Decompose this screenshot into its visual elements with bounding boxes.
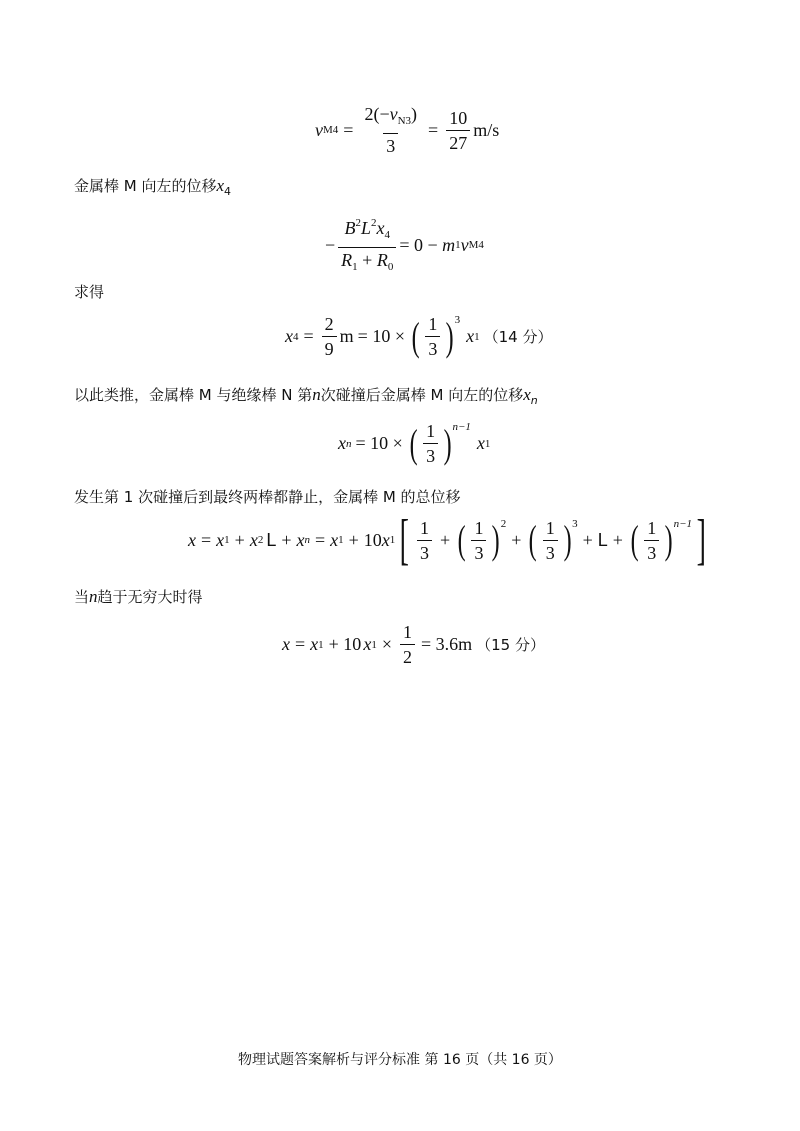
- eq5-x2sub: 2: [257, 534, 264, 546]
- eq5-x2: x: [249, 529, 258, 550]
- eq5-t3n: 1: [545, 517, 555, 538]
- eq1-res-den: 27: [446, 130, 470, 153]
- eq4-paren-fraction: [423, 421, 438, 466]
- eq1-num-var: v: [389, 104, 398, 124]
- eq5-x1-b: x: [330, 529, 339, 550]
- eq6-x1: x: [310, 634, 319, 654]
- eq6-x1b: x: [363, 634, 372, 654]
- eq2-Lexp: 2: [370, 217, 377, 229]
- eq5-plus-c: +: [348, 529, 359, 550]
- eq6-plus: + 10: [328, 634, 362, 654]
- eq4-pexp: n−1: [452, 421, 471, 433]
- eq5-eq-b: =: [314, 529, 326, 550]
- eq5-xnsub: n: [304, 534, 310, 546]
- equation-sum: x = x 1 + x 2 L + x n = x 1 + 10 x 1 [ $\frac{1}{3}$ + ( $\frac{1}{3}$ ) 2 + ( $\frac{1}{3}$ ) 3 + L + ( $\frac{1}{3}$ ) n−1 ]: [188, 509, 706, 571]
- eq5-dots-a: L: [266, 529, 277, 550]
- eq6-num: 1: [402, 622, 412, 642]
- text-n-infinity: [74, 586, 203, 607]
- eq5-plus-d: +: [439, 529, 451, 550]
- eq5-t2n: 1: [474, 517, 484, 538]
- eq6-res: = 3.6m: [420, 634, 473, 654]
- equation-momentum: [325, 213, 484, 277]
- text3-var: x: [523, 385, 531, 404]
- eq2-B: B: [344, 218, 356, 238]
- text-analogy: [74, 384, 538, 407]
- eq3-x: x: [285, 326, 293, 346]
- eq5-t1d: 3: [417, 540, 432, 563]
- eq3-pexp: 3: [454, 314, 461, 326]
- text1-label: 金属棒 M 向左的位移: [74, 177, 217, 195]
- text3-sub: n: [530, 394, 538, 407]
- eq4-x: x: [338, 433, 346, 453]
- eq3-pn: 1: [428, 314, 438, 334]
- eq3-pd: 3: [425, 336, 440, 359]
- text1-sub: 4: [224, 185, 232, 198]
- text5-label-b: 趋于无穷大时得: [97, 588, 203, 606]
- eq2-vsub: M4: [468, 239, 484, 251]
- eq5-coef: 10: [363, 529, 382, 550]
- eq5-x1sub-b: 1: [338, 534, 344, 546]
- text-total-displacement: 发生第 1 次碰撞后到最终两棒都静止，金属棒 M 的总位移: [74, 488, 461, 506]
- eq5-dots-b: L: [597, 529, 608, 550]
- eq4-x1: x: [476, 433, 485, 453]
- equation-x4: x 4 = $\frac{2}{9}$ m = 10 × ( $\frac{1}{3}$ ) 3 x 1 （14 分）: [285, 313, 553, 359]
- eq5-x1-c: x: [381, 529, 390, 550]
- eq5-plus-b: +: [281, 529, 292, 550]
- eq5-tne: n−1: [673, 517, 692, 530]
- eq5-t3e: 3: [572, 517, 578, 530]
- eq5-x1: x: [216, 529, 225, 550]
- eq1-fraction: $\frac{2(-v_{N3})}{3}$: [364, 104, 418, 156]
- eq5-eq: =: [201, 529, 212, 550]
- text3-label-b: 次碰撞后金属棒 M 向左的位移: [320, 386, 524, 404]
- eq5-t2e: 2: [500, 517, 507, 530]
- eq6-score: （15 分）: [476, 636, 545, 654]
- eq5-plus-a: +: [234, 529, 245, 550]
- text-displacement-x4: [74, 175, 231, 198]
- eq1-res-num: 10: [449, 107, 468, 128]
- eq6-x: x: [282, 634, 290, 654]
- eq3-unit: m: [339, 326, 354, 346]
- eq3-num: 2: [324, 314, 334, 334]
- eq3-paren-fraction: [425, 314, 440, 359]
- equation-xn: x n = 10 × ( $\frac{1}{3}$ ) n−1 x 1: [338, 420, 491, 466]
- eq2-rhs: = 0 −: [399, 234, 443, 255]
- eq5-plus-e: +: [511, 529, 522, 550]
- eq2-R0sub: 0: [387, 261, 394, 273]
- text3-n: n: [312, 385, 321, 404]
- eq2-xsub: 4: [384, 229, 390, 241]
- eq3-eq: =: [303, 326, 314, 346]
- text1-var: x: [216, 176, 225, 195]
- eq5-plus-g: +: [612, 529, 623, 550]
- eq1-lhs-var: v: [315, 119, 323, 140]
- eq2-R0: R: [376, 250, 388, 270]
- eq5-t2d: 3: [471, 540, 486, 563]
- eq3-score: （14 分）: [483, 328, 553, 346]
- eq3-xsub: 4: [293, 330, 299, 343]
- eq6-x1sub: 1: [318, 638, 324, 651]
- eq5-plus-f: +: [582, 529, 593, 550]
- eq2-R1sub: 1: [352, 261, 358, 273]
- eq5-t1n: 1: [419, 517, 429, 538]
- eq2-Bexp: 2: [355, 217, 361, 229]
- equation-v-m4: v M4 = $\frac{2(-v_{N3})}{3}$ = $\frac{10}{27}$ m/s: [315, 104, 500, 156]
- eq1-num-minus: −: [379, 104, 390, 124]
- eq5-term1: [417, 518, 432, 563]
- eq5-x1sub: 1: [224, 534, 230, 546]
- text3-label-a: 以此类推，金属棒 M 与绝缘棒 N 第: [74, 386, 313, 404]
- equation-final: [282, 622, 545, 667]
- eq5-tnn: 1: [647, 517, 657, 538]
- eq6-fraction: [400, 622, 415, 667]
- eq5-t3d: 3: [543, 540, 558, 563]
- eq3-x1sub: 1: [474, 330, 480, 343]
- eq5-x1sub-c: 1: [389, 534, 396, 546]
- eq5-term2: [471, 518, 486, 563]
- eq4-mid: = 10 ×: [355, 433, 403, 453]
- eq2-L: L: [360, 218, 371, 238]
- eq1-lhs-sub: M4: [323, 124, 339, 136]
- eq4-xsub: n: [346, 437, 352, 450]
- eq5-tnd: 3: [644, 540, 659, 563]
- eq4-pd: 3: [423, 443, 438, 466]
- eq5-term3: [543, 518, 558, 563]
- eq2-plus: +: [362, 250, 373, 270]
- eq2-fraction: [338, 213, 396, 277]
- eq3-mid: = 10 ×: [357, 326, 405, 346]
- eq2-minus: −: [325, 234, 336, 255]
- page-footer: 物理试题答案解析与评分标准 第 16 页（共 16 页）: [238, 1052, 562, 1068]
- eq1-num-coef: 2: [364, 104, 374, 124]
- eq2-R1: R: [341, 250, 353, 270]
- eq1-den: 3: [383, 133, 398, 156]
- eq5-xn: x: [296, 529, 305, 550]
- eq1-num-sub: N3: [397, 115, 412, 127]
- eq2-msub: 1: [455, 239, 461, 251]
- text-qiude: 求得: [74, 283, 105, 301]
- text5-label-a: 当: [74, 588, 90, 606]
- eq2-x: x: [376, 218, 385, 238]
- eq2-m: m: [442, 234, 456, 255]
- eq4-x1sub: 1: [484, 437, 491, 450]
- eq5-x: x: [188, 529, 196, 550]
- eq1-unit: m/s: [473, 119, 500, 140]
- eq1-result-fraction: [446, 108, 470, 153]
- eq6-den: 2: [400, 644, 415, 667]
- eq3-den: 9: [322, 336, 337, 359]
- eq4-pn: 1: [426, 421, 436, 441]
- text5-n: n: [89, 587, 98, 606]
- eq6-times: ×: [381, 634, 392, 654]
- eq6-x1bsub: 1: [371, 638, 377, 651]
- eq3-fraction: [322, 314, 337, 359]
- eq5-termn: [644, 518, 659, 563]
- eq3-x1: x: [466, 326, 475, 346]
- eq6-eq: =: [295, 634, 306, 654]
- eq2-v: v: [460, 234, 469, 255]
